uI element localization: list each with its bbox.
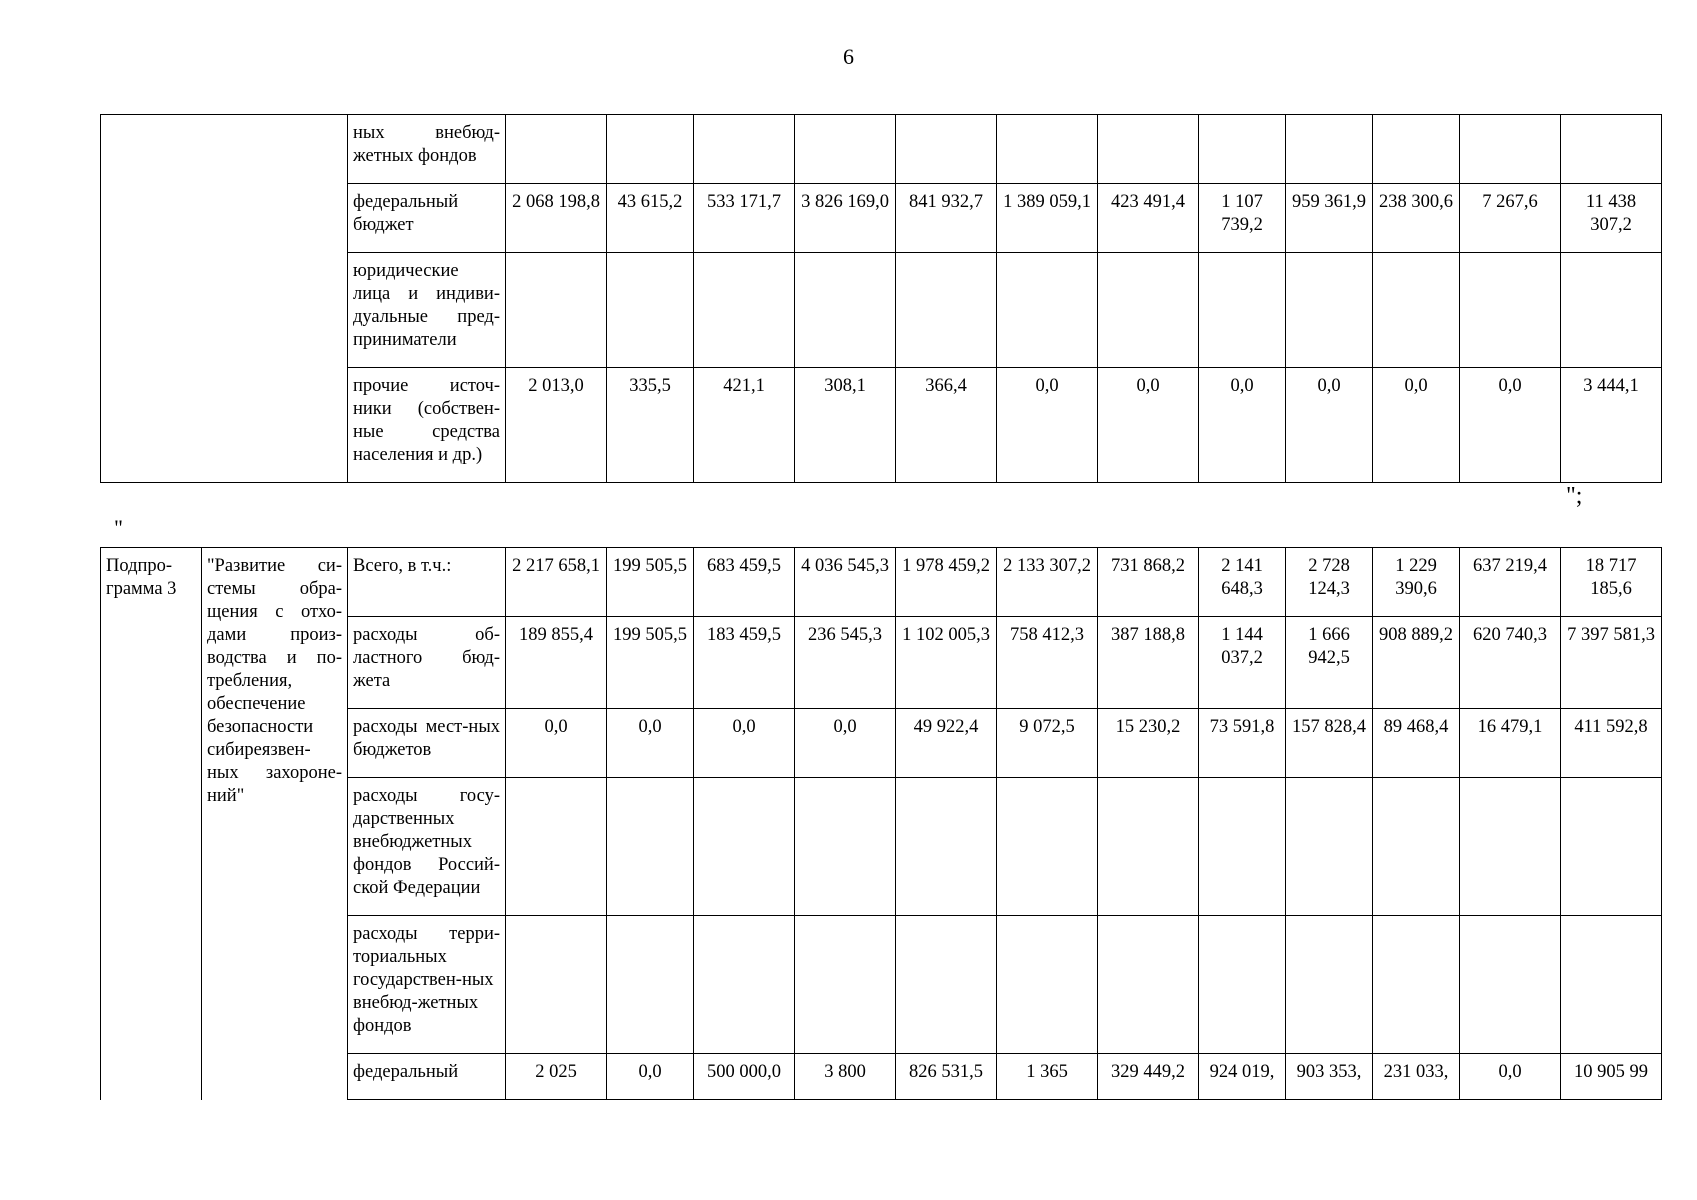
value-cell [1098,253,1199,368]
opening-quote: " [114,515,123,540]
value-cell: 423 491,4 [1098,184,1199,253]
value-cell [607,778,694,916]
value-cell [997,916,1098,1054]
value-cell: 500 000,0 [694,1054,795,1100]
value-cell [1373,115,1460,184]
value-cell: 335,5 [607,368,694,483]
value-cell: 1 107 739,2 [1199,184,1286,253]
value-cell [1199,253,1286,368]
closing-quote: "; [1566,483,1583,509]
value-cell [997,115,1098,184]
value-cell [896,778,997,916]
value-cell: 238 300,6 [1373,184,1460,253]
value-cell: 7 267,6 [1460,184,1561,253]
value-cell: 0,0 [694,709,795,778]
table-row [101,115,1662,184]
value-cell [694,115,795,184]
funding-source-label: расходы об-ластного бюд-жета [348,617,506,709]
value-cell: 0,0 [1199,368,1286,483]
value-cell [1098,778,1199,916]
value-cell [1199,115,1286,184]
value-cell: 73 591,8 [1199,709,1286,778]
value-cell [1286,115,1373,184]
value-cell [1373,253,1460,368]
subprogram-code: Подпро-грамма 3 [101,548,202,1100]
value-cell: 731 868,2 [1098,548,1199,617]
value-cell: 0,0 [795,709,896,778]
value-cell [1373,778,1460,916]
value-cell [896,916,997,1054]
value-cell: 4 036 545,3 [795,548,896,617]
value-cell: 903 353, [1286,1054,1373,1100]
value-cell: 15 230,2 [1098,709,1199,778]
value-cell [506,115,607,184]
value-cell: 1 666 942,5 [1286,617,1373,709]
value-cell: 637 219,4 [1460,548,1561,617]
value-cell [506,778,607,916]
value-cell [1561,778,1662,916]
value-cell: 329 449,2 [1098,1054,1199,1100]
value-cell: 959 361,9 [1286,184,1373,253]
value-cell: 683 459,5 [694,548,795,617]
funding-source-label: ных внебюд-жетных фондов [348,115,506,184]
value-cell: 1 102 005,3 [896,617,997,709]
page-number: 6 [843,44,854,69]
funding-source-label: Всего, в т.ч.: [348,548,506,617]
value-cell: 3 800 [795,1054,896,1100]
value-cell: 0,0 [1286,368,1373,483]
subprogram-3-table [100,547,1662,1100]
value-cell [1460,253,1561,368]
value-cell: 826 531,5 [896,1054,997,1100]
value-cell [607,115,694,184]
value-cell: 43 615,2 [607,184,694,253]
value-cell: 1 389 059,1 [997,184,1098,253]
value-cell [1460,115,1561,184]
value-cell [795,253,896,368]
value-cell: 758 412,3 [997,617,1098,709]
value-cell: 16 479,1 [1460,709,1561,778]
value-cell: 89 468,4 [1373,709,1460,778]
value-cell [1460,916,1561,1054]
value-cell: 0,0 [1098,368,1199,483]
value-cell: 11 438 307,2 [1561,184,1662,253]
value-cell [694,778,795,916]
funding-table-continued [100,114,1662,483]
value-cell [607,916,694,1054]
value-cell: 7 397 581,3 [1561,617,1662,709]
value-cell [1286,916,1373,1054]
value-cell [1460,778,1561,916]
value-cell: 533 171,7 [694,184,795,253]
subprogram-name: "Развитие си-стемы обра-щения с отхо-дами произ-водства и по-требления, обеспечение безопасности сибиреязвен-ных захороне-ний" [202,548,348,1100]
funding-source-label: расходы госу-дарственных внебюджетных фондов Россий-ской Федерации [348,778,506,916]
value-cell: 2 728 124,3 [1286,548,1373,617]
blank-merged-cell [101,115,348,483]
value-cell [506,916,607,1054]
funding-source-label: расходы терри-ториальных государствен-ных внебюд-жетных фондов [348,916,506,1054]
value-cell [694,253,795,368]
value-cell: 308,1 [795,368,896,483]
value-cell: 49 922,4 [896,709,997,778]
funding-source-label: федеральный [348,1054,506,1100]
value-cell: 387 188,8 [1098,617,1199,709]
value-cell [1373,916,1460,1054]
value-cell: 3 826 169,0 [795,184,896,253]
value-cell [896,115,997,184]
value-cell: 0,0 [1460,1054,1561,1100]
value-cell [506,253,607,368]
value-cell: 2 068 198,8 [506,184,607,253]
value-cell: 0,0 [506,709,607,778]
table-row [101,548,1662,617]
value-cell: 620 740,3 [1460,617,1561,709]
value-cell [1561,253,1662,368]
value-cell: 183 459,5 [694,617,795,709]
value-cell: 9 072,5 [997,709,1098,778]
value-cell [607,253,694,368]
value-cell: 2 217 658,1 [506,548,607,617]
funding-source-label: федеральный бюджет [348,184,506,253]
value-cell: 841 932,7 [896,184,997,253]
value-cell: 366,4 [896,368,997,483]
value-cell: 0,0 [997,368,1098,483]
value-cell: 1 365 [997,1054,1098,1100]
value-cell: 2 133 307,2 [997,548,1098,617]
value-cell [1098,115,1199,184]
value-cell [1199,916,1286,1054]
value-cell: 411 592,8 [1561,709,1662,778]
value-cell: 2 013,0 [506,368,607,483]
value-cell: 924 019, [1199,1054,1286,1100]
value-cell: 0,0 [1460,368,1561,483]
funding-source-label: расходы мест-ных бюджетов [348,709,506,778]
value-cell [1098,916,1199,1054]
value-cell: 0,0 [1373,368,1460,483]
value-cell: 908 889,2 [1373,617,1460,709]
value-cell [1199,778,1286,916]
value-cell: 189 855,4 [506,617,607,709]
value-cell: 1 229 390,6 [1373,548,1460,617]
value-cell: 231 033, [1373,1054,1460,1100]
value-cell: 2 025 [506,1054,607,1100]
value-cell: 0,0 [607,709,694,778]
value-cell: 236 545,3 [795,617,896,709]
value-cell: 2 141 648,3 [1199,548,1286,617]
value-cell: 421,1 [694,368,795,483]
value-cell [795,778,896,916]
value-cell: 1 978 459,2 [896,548,997,617]
value-cell: 157 828,4 [1286,709,1373,778]
value-cell: 0,0 [607,1054,694,1100]
value-cell [896,253,997,368]
value-cell [1561,115,1662,184]
value-cell [795,115,896,184]
value-cell [694,916,795,1054]
value-cell [795,916,896,1054]
value-cell: 3 444,1 [1561,368,1662,483]
value-cell [1561,916,1662,1054]
value-cell [997,778,1098,916]
funding-source-label: прочие источ-ники (собствен-ные средства населения и др.) [348,368,506,483]
value-cell [1286,253,1373,368]
value-cell: 199 505,5 [607,548,694,617]
value-cell [1286,778,1373,916]
value-cell: 10 905 99 [1561,1054,1662,1100]
value-cell: 1 144 037,2 [1199,617,1286,709]
value-cell: 199 505,5 [607,617,694,709]
funding-source-label: юридические лица и индиви-дуальные пред-приниматели [348,253,506,368]
value-cell: 18 717 185,6 [1561,548,1662,617]
value-cell [997,253,1098,368]
